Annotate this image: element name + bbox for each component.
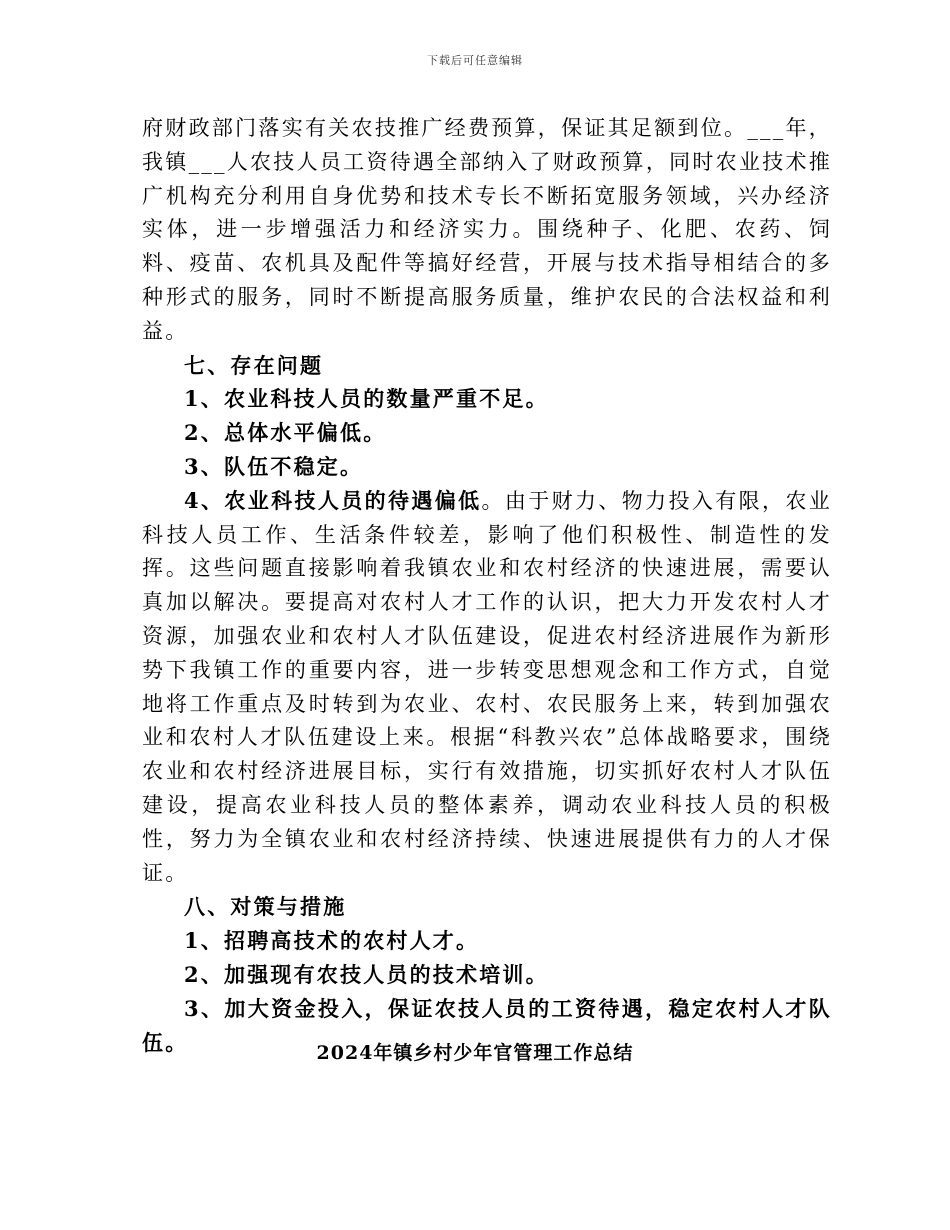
paragraph-budget: 府财政部门落实有关农技推广经费预算，保证其足额到位。___年，我镇___人农技人员工资待遇全部纳入了财政预算，同时农业技术推广机构充分利用自身优势和技术专长不断拓宽服务领域，兴办经济实体，进一步增强活力和经济实力。围绕种子、化肥、农药、饲料、疫苗、农机具及配件等搞好经营，开展与技术指导相结合的多种形式的服务，同时不断提高服务质量，维护农民的合法权益和利益。: [142, 116, 832, 343]
problem-item-4-paragraph: [142, 484, 832, 891]
page-header-note: 下载后可任意编辑: [427, 54, 523, 67]
measure-item-1: 1、招聘高技术的农村人才。: [184, 928, 480, 954]
problem-item-4-lead: 4、农业科技人员的待遇偏低: [184, 487, 482, 513]
problem-item-4-text: 。由于财力、物力投入有限，农业科技人员工作、生活条件较差，影响了他们积极性、制造性的发挥。这些问题直接影响着我镇农业和农村经济的快速进展，需要认真加以解决。要提高对农村人才工作的认识，把大力开发农村人才资源，加强农业和农村人才队伍建设，促进农村经济进展作为新形势下我镇工作的重要内容，进一步转变思想观念和工作方式，自觉地将工作重点及时转到为农业、农村、农民服务上来，转到加强农业和农村人才队伍建设上来。根据“科教兴农”总体战略要求，围绕农业和农村经济进展目标，实行有效措施，切实抓好农村人才队伍建设，提高农业科技人员的整体素养，调动农业科技人员的积极性，努力为全镇农业和农村经济持续、快速进展提供有力的人才保证。: [142, 488, 832, 885]
document-body: [142, 112, 832, 1059]
section-heading-problems: 七、存在问题: [184, 352, 324, 378]
measure-item-2: 2、加强现有农技人员的技术培训。: [184, 961, 549, 987]
measure-item-3: 3、加大资金投入，保证农技人员的工资待遇，稳定农村人才队伍。: [142, 995, 832, 1055]
problem-item-3: 3、队伍不稳定。: [184, 453, 364, 479]
problem-item-1: 1、农业科技人员的数量严重不足。: [184, 386, 549, 412]
next-document-title: 2024年镇乡村少年官管理工作总结: [316, 1042, 634, 1064]
problem-item-2: 2、总体水平偏低。: [184, 420, 387, 446]
section-heading-measures: 八、对策与措施: [184, 894, 347, 920]
